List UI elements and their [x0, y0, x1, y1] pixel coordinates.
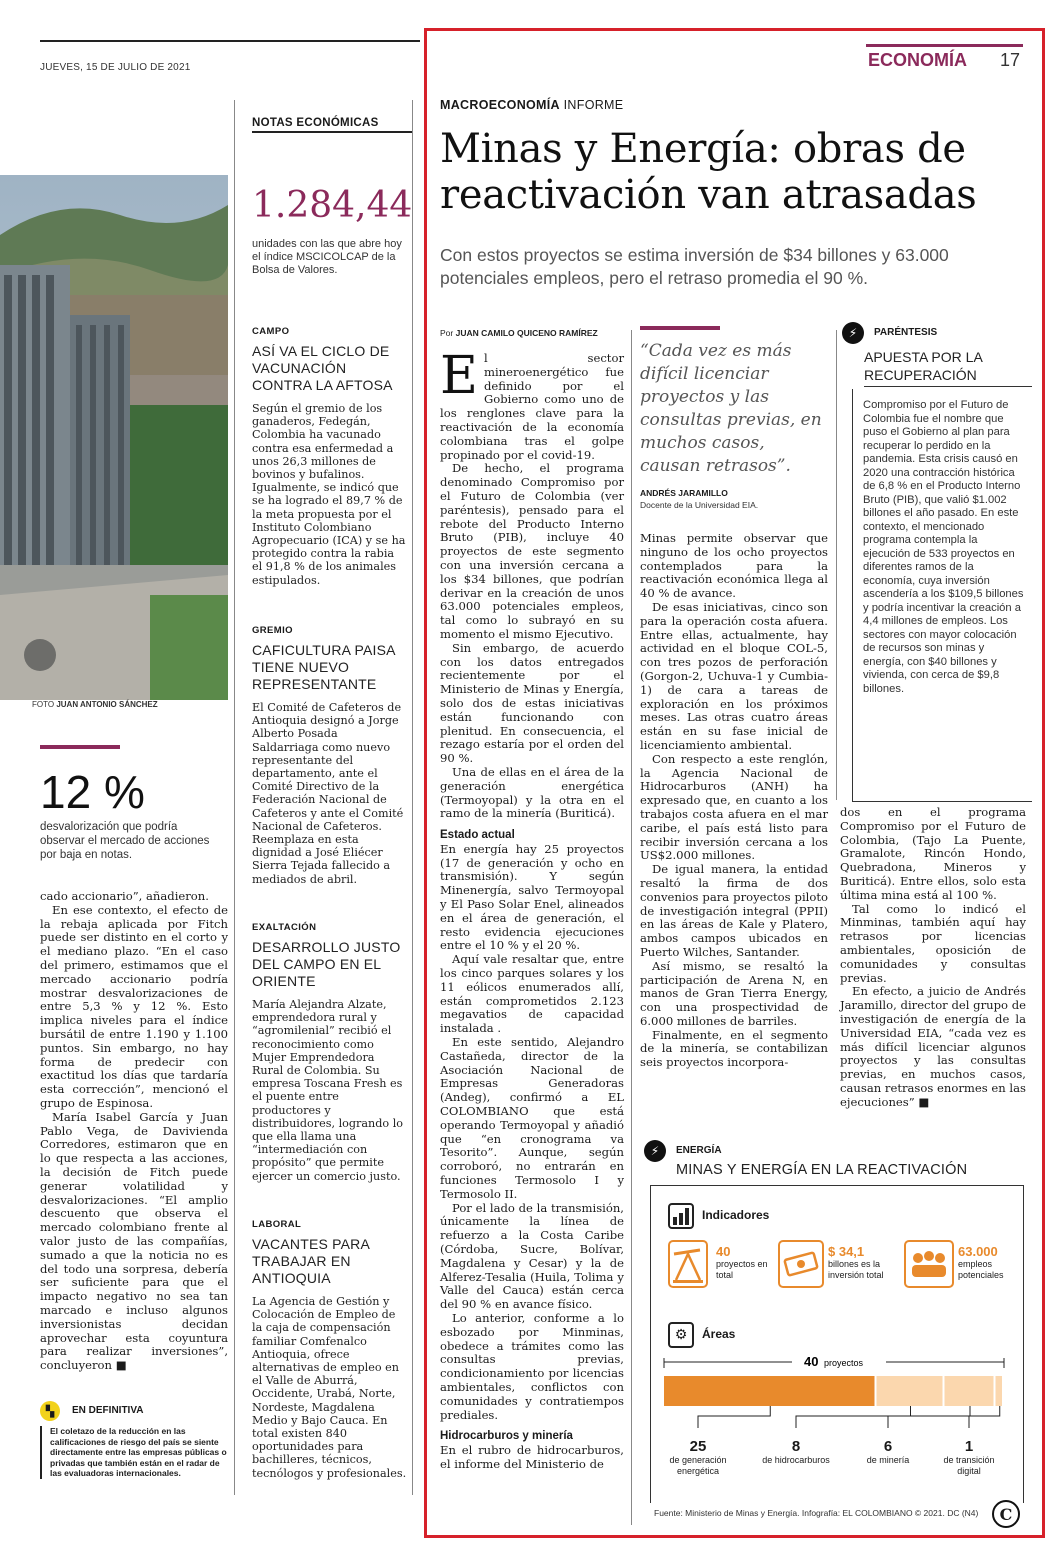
nota-label: GREMIO [252, 625, 293, 636]
en-definitiva-title: EN DEFINITIVA [72, 1405, 144, 1416]
photo-credit: FOTO JUAN ANTONIO SÁNCHEZ [32, 700, 158, 709]
nota-headline: CAFICULTURA PAISA TIENE NUEVO REPRESENTANTE [252, 642, 395, 692]
notas-number: 1.284,44 [252, 185, 413, 226]
indicator-caption: empleos potenciales [958, 1259, 1004, 1280]
article-paragraph: Finalmente, en el segmento de la minería, se contabilizan seis proyectos incorpora- [640, 1027, 828, 1070]
article-paragraph: l sector mineroenergético fue definido por el Gobierno como uno de los renglones clave para la reactivación de la economía colombiana tras el golpe propinado por el covid-19. [440, 351, 624, 462]
article-paragraph: De hecho, el programa denominado Compromiso por el Futuro de Colombia (ver paréntesis), pensado para el rebote del Producto Interno Bruto (PIB), incluye 40 proyectos de este segmento con una inversión cercana a los $34 billones, que podrían derivar en la creación de unos 63.000 potenciales empleos, tal como lo subrayó en su momento el mismo Ejecutivo. [440, 461, 624, 641]
nota-headline: VACANTES PARA TRABAJAR EN ANTIOQUIA [252, 1236, 370, 1286]
section-accent-line [866, 44, 1023, 47]
big-number-caption: desvalorización que podría observar el mercado de acciones por baja en notas. [40, 821, 210, 861]
area-caption: de transición digital [943, 1455, 995, 1476]
area-leader-line [888, 1406, 970, 1428]
energy-bolt-icon: ⚡ [644, 1140, 666, 1162]
area-bar-segment [664, 1376, 875, 1406]
page-date: JUEVES, 15 DE JULIO DE 2021 [40, 62, 191, 73]
article-paragraph: De esas iniciativas, cinco son para la operación costa afuera. Entre ellas, actualmente, hay actividad en el bloque COL-5, con tres pozos de perforación (Gorgon-2, Uchuva-1 y Cumbia-1) de cara a tareas de exploración en los próximos meses. Las otras cuatro áreas están en su fase inicial de licenciamiento ambiental. [640, 599, 828, 752]
left-paragraph: En ese contexto, el efecto de la rebaja aplicada por Fitch puede ser distinto en el corto y el mediano plazo. “En el caso del primero, estimamos que el mercado accionario podría mostrar desvalorizaciones de entre 5,3 % y 12 %. Esto implica niveles para el índice bursátil de entre 1.190 y 1.100 puntos. Sin embargo, no hay forma de predecir con exactitud los días que tardaría esta corrección”, mencionó el grupo de Espinosa. [40, 902, 228, 1110]
column-divider [631, 330, 632, 1525]
parentesis-text: Compromiso por el Futuro de Colombia fue el nombre que puso el Gobierno al plan para recuperar lo perdido en la pandemia. Esta crisis causó en 2020 una contracción histórica de 6,8 % en el Producto Interno Bruto (PIB), que valió $1.002 billones el año pasado. En este contexto, el mencionado programa contempla la ejecución de 533 proyectos en diferentes ramos de la economía, cuya inversión ascendería a los $109,5 billones y podría incentivar la creación a 4,4 millones de empleos. Los sectores con mayor colocación de recursos son minas y energía, con $40 billones y vivienda, con cerca de $9,8 billones. [852, 389, 1032, 802]
page-number: 17 [1000, 50, 1021, 70]
article-paragraph: Sin embargo, de acuerdo con los datos entregados recientemente por el Ministerio de Minas y Energía, solo dos de estas iniciativas están funcionando con plenitud. En consecuencia, el rezago estaría por el orden del 90 %. [440, 640, 624, 766]
left-article-body [40, 890, 228, 1373]
subheading-estado-actual: Estado actual [440, 829, 515, 842]
quote-author-role: Docente de la Universidad EIA. [640, 500, 759, 510]
total-label-number: 40 [804, 1354, 819, 1369]
lightning-icon: ⚡ [842, 322, 864, 344]
article-paragraph: En este sentido, Alejandro Castañeda, director de la Asociación Nacional de Empresas Generadoras (Andeg), confirmó a EL COLOMBIANO que está operando Termoyopal y añadió que “en cronograma va Tesorito”. Aunque, según corroboró, no entrarán en funciones Termosolo I y Termosolo II. [440, 1035, 624, 1201]
area-mining [856, 1438, 920, 1466]
area-caption: de minería [866, 1455, 910, 1465]
areas-title: Áreas [702, 1327, 736, 1341]
subheading-hidrocarburos: Hidrocarburos y minería [440, 1430, 573, 1443]
article-kicker: MACROECONOMÍA INFORME [440, 98, 624, 112]
indicator-caption: billones es la inversión total [828, 1259, 884, 1280]
left-paragraph: María Isabel García y Juan Pablo Vega, de Davivienda Corredores, estimaron que en lo que respecta a las acciones, la decisión de Fitch puede generar volatilidad y desvalorizaciones. “El amplio descuento que observa el mercado colombiano frente al valor justo de las compañías, sumado a que la noticia no es del todo una sorpresa, debería ser suficiente para que el impacto negativo no sea tan marcado e incluso algunos inversionistas decidan aprovechar esta coyuntura para realizar inversiones”, concluyeron ■ [40, 1109, 228, 1373]
infographic-label: ENERGÍA [676, 1145, 722, 1156]
area-bar-segment [996, 1376, 1003, 1406]
indicator-jobs [958, 1244, 1018, 1281]
parentesis-rule [864, 386, 1032, 387]
section-name: ECONOMÍA [868, 50, 967, 70]
dropcap: E [440, 346, 478, 406]
area-generation [660, 1438, 736, 1477]
article-paragraph: dos en el programa Compromiso por el Futuro de Colombia, (Tajo La Puente, Gramalote, Rincón Hondo, Quebradona, Mineros y Buriticá). Entre ellos, solo esta última mina está al 100 %. [840, 805, 1026, 902]
nota-exaltacion [252, 922, 407, 1183]
parentesis-headline: APUESTA POR LA RECUPERACIÓN [864, 349, 983, 383]
quote-accent-bar [640, 326, 720, 330]
article-paragraph: Minas permite observar que ninguno de los ocho proyectos contemplados para la reactivación económica llega al 40 % de avance. [640, 531, 828, 601]
nota-campo [252, 326, 407, 587]
area-bar-segment [877, 1376, 943, 1406]
nota-laboral [252, 1219, 407, 1480]
indicator-value: $ 34,1 [828, 1244, 865, 1259]
area-hydrocarbons [754, 1438, 838, 1466]
oil-pump-icon [668, 1240, 708, 1288]
nota-gremio [252, 625, 407, 886]
el-colombiano-logo-icon: C [992, 1500, 1020, 1528]
workers-icon [904, 1240, 954, 1288]
big-number: 12 % [40, 766, 145, 818]
column-divider [412, 100, 413, 1495]
indicator-value: 40 [716, 1244, 731, 1259]
area-value: 8 [791, 1438, 801, 1455]
article-headline: Minas y Energía: obras de reactivación van atrasadas [440, 126, 977, 218]
article-paragraph: Lo anterior, conforme a lo esbozado por Minminas, obedece a trámites como las consultas previas, condicionamiento por licencias ambientales, conflictos con comunidades y contratiempos prediales. [440, 1310, 624, 1422]
area-value: 25 [689, 1438, 707, 1455]
nota-headline: DESARROLLO JUSTO DEL CAMPO EN EL ORIENTE [252, 939, 401, 989]
left-paragraph: cado accionario”, añadieron. [40, 889, 209, 903]
area-labels [660, 1438, 1020, 1500]
total-label-text: proyectos [824, 1358, 864, 1368]
article-paragraph: De igual manera, la entidad resaltó la firma de dos convenios para proyectos piloto de investigación integral (PPII) en las áreas de Kale y Platero, ambos campos ubicados en Puerto Wilches, Santander. [640, 862, 828, 959]
area-value: 6 [883, 1438, 893, 1455]
article-paragraph: En efecto, a juicio de Andrés Jaramillo, director del grupo de investigación de energía de la Universidad EIA, “cada vez es más difícil licenciar algunos proyectos y las consultas previas, en muchos casos, causan retrasos enormes en las ejecuciones” ■ [840, 984, 1026, 1109]
big-number-accent-bar [40, 745, 120, 749]
indicator-caption: proyectos en total [716, 1259, 768, 1280]
area-value: 1 [964, 1438, 974, 1455]
notas-number-caption: unidades con las que abre hoy el índice MSCICOLCAP de la Bolsa de Valores. [252, 238, 402, 276]
nota-label: EXALTACIÓN [252, 922, 317, 933]
article-column-2 [640, 532, 828, 1070]
article-column-3 [840, 806, 1026, 1110]
article-paragraph: En el rubro de hidrocarburos, el informe del Ministerio de [440, 1443, 624, 1471]
quote-author: ANDRÉS JARAMILLO [640, 488, 728, 498]
column-divider [836, 330, 837, 800]
infographic-source: Fuente: Ministerio de Minas y Energía. Infografía: EL COLOMBIANO © 2021. DC (N4) [654, 1508, 979, 1518]
article-paragraph: En energía hay 25 proyectos (17 de generación y ocho en transmisión). Y según Minenergía, salvo Termoyopal y El Paso Solar Enel, alineados en el área de generación, el resto evidencia ejecuciones entre el 10 % y el 20 %. [440, 841, 624, 953]
article-byline: Por JUAN CAMILO QUICENO RAMÍREZ [440, 328, 598, 338]
indicator-investment [828, 1244, 898, 1281]
article-subhead: Con estos proyectos se estima inversión de $34 billones y 63.000 potenciales empleos, pero el retraso promedia el 90 %. [440, 245, 949, 288]
area-leader-line [698, 1406, 770, 1428]
nota-text: Según el gremio de los ganaderos, Fedegán, Colombia ha vacunado contra esa enfermedad a unos 26,3 millones de bovinos y bufalinos. Igualmente, se indicó que se ha logrado el 89,7 % de la meta propuesta por el Instituto Colombiano Agropecuario (ICA) y se ha protegido contra la rabia el 91,8 % de los animales estipulados. [252, 402, 406, 587]
area-caption: de generación energética [669, 1455, 727, 1476]
en-definitiva-text: El coletazo de la reducción en las calificaciones de riesgo del país se siente directamente entre las empresas públicas o privadas que también están en el radar de las evaluadoras internacionales. [40, 1426, 227, 1479]
article-column-1 [440, 346, 624, 1472]
indicator-projects [716, 1244, 772, 1281]
bar-chart-icon [668, 1203, 694, 1229]
nota-headline: ASÍ VA EL CICLO DE VACUNACIÓN CONTRA LA AFTOSA [252, 343, 393, 393]
area-leader-line [796, 1406, 911, 1428]
infographic-title: MINAS Y ENERGÍA EN LA REACTIVACIÓN [676, 1162, 968, 1178]
nota-text: El Comité de Cafeteros de Antioquia designó a Jorge Alberto Posada Saldarriaga como nuevo representante del departamento, ante el Comité Directivo de la Federación Nacional de Cafeteros y ante el Comité Nacional de Cafeteros. Reemplaza en esta dignidad a José Eliécer Sierra Tejada fallecido a mediados de abril. [252, 701, 404, 886]
article-paragraph: Una de ellas en el área de la generación energética (Termoyopal) y la otra en el ramo de la minería (Buriticá). [440, 764, 624, 821]
gears-icon: ⚙ [668, 1322, 694, 1348]
article-paragraph: Por el lado de la transmisión, únicamente la línea de refuerzo a la Costa Caribe (Córdoba, Sucre, Bolívar, Magdalena y Cesar) y la de Alferez-Tesalia (Huila, Tolima y Valle del Cauca) están cerca del 90 % en avance físico. [440, 1200, 624, 1312]
area-bar-segment [945, 1376, 994, 1406]
nota-text: La Agencia de Gestión y Colocación de Empleo de la caja de compensación familiar Comfenalco Antioquia, ofrece alternativas de empleo en el Valle de Aburrá, Occidente, Urabá, Norte, Nordeste, Magdalena Medio y Bajo Cauca. En total existen 840 oportunidades para bachilleres, técnicos, tecnólogos y profesionales. [252, 1295, 407, 1480]
money-icon [778, 1240, 824, 1288]
nota-label: CAMPO [252, 326, 290, 337]
top-rule [40, 40, 420, 42]
checkered-icon: ▚ [40, 1401, 60, 1421]
article-paragraph: Con respecto a este renglón, la Agencia Nacional de Hidrocarburos (ANH) ha expresado que, en cuanto a los trabajos costa afuera en el mar caribe, el país está listo para recibir inversión cercana a los US$2.000 millones. [640, 751, 828, 863]
area-digital [934, 1438, 1004, 1477]
indicator-value: 63.000 [958, 1244, 998, 1259]
building-photo [0, 175, 228, 700]
article-paragraph: Tal como lo indicó el Minminas, también aquí hay retrasos por licencias ambientales, oposición de comunidades y consultas previas. [840, 901, 1026, 985]
indicadores-title: Indicadores [702, 1208, 770, 1222]
notas-title: NOTAS ECONÓMICAS [252, 117, 412, 133]
article-paragraph: Así mismo, se resaltó la participación de Arena N, en manos de Gran Tierra Energy, con una prospectividad de 6.000 millones de barriles. [640, 958, 828, 1028]
parentesis-label: PARÉNTESIS [874, 327, 938, 338]
area-leader-line [969, 1406, 1000, 1428]
nota-text: María Alejandra Alzate, emprendedora rural y “agromilenial” recibió el reconocimiento como Mujer Emprendedora Rural de Colombia. Su empresa Toscana Fresh es el puente entre productores y distribuidores, logrando lo que ella llama una “intermediación con propósito” que permite ejercer un comercio justo. [252, 998, 404, 1183]
nota-label: LABORAL [252, 1219, 302, 1230]
en-definitiva-box [40, 1405, 227, 1479]
column-divider [234, 100, 235, 1495]
article-paragraph: Aquí vale resaltar que, entre los cinco parques solares y los 11 eólicos enumerados allí, están comprometidos 2.123 megavatios de capacidad instalada . [440, 952, 624, 1036]
area-caption: de hidrocarburos [762, 1455, 830, 1465]
pull-quote: “Cada vez es más difícil licenciar proyectos y las consultas previas, en muchos casos, causan retrasos”. [640, 341, 822, 476]
